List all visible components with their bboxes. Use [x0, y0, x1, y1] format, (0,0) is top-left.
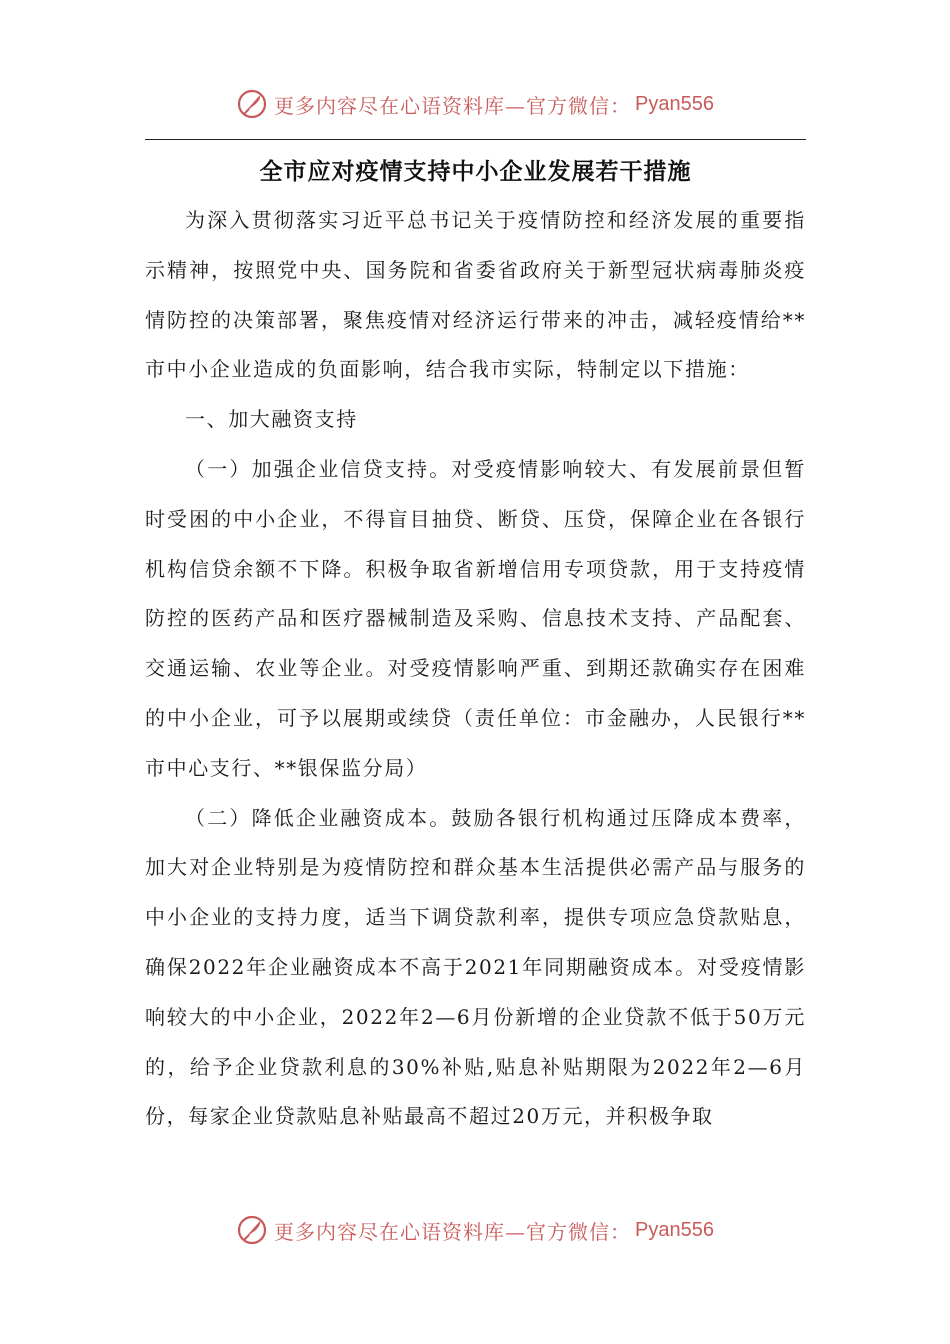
quill-logo-icon	[236, 1214, 268, 1246]
paragraph-item-2: （二）降低企业融资成本。鼓励各银行机构通过压降成本费率，加大对企业特别是为疫情防控和群众基本生活提供必需产品与服务的中小企业的支持力度，适当下调贷款利率，提供专项应急贷款贴息，确保2022年企业融资成本不高于2021年同期融资成本。对受疫情影响较大的中小企业，2022年2—6月份新增的企业贷款不低于50万元的，给予企业贷款利息的30%补贴,贴息补贴期限为2022年2—6月份，每家企业贷款贴息补贴最高不超过20万元，并积极争取	[145, 805, 806, 1129]
paragraph-intro: 为深入贯彻落实习近平总书记关于疫情防控和经济发展的重要指示精神，按照党中央、国务院和省委省政府关于新型冠状病毒肺炎疫情防控的决策部署，聚焦疫情对经济运行带来的冲击，减轻疫情给**市中小企业造成的负面影响，结合我市实际，特制定以下措施：	[145, 208, 806, 382]
header-divider	[145, 139, 806, 140]
watermark-wechat-id: Pyan556	[635, 1218, 714, 1241]
watermark-banner-bottom	[0, 1210, 950, 1250]
document-title: 全市应对疫情支持中小企业发展若干措施	[259, 158, 692, 185]
document-body	[145, 196, 806, 1142]
paragraph-item-1: （一）加强企业信贷支持。对受疫情影响较大、有发展前景但暂时受困的中小企业，不得盲目抽贷、断贷、压贷，保障企业在各银行机构信贷余额不下降。积极争取省新增信用专项贷款，用于支持疫情防控的医药产品和医疗器械制造及采购、信息技术支持、产品配套、交通运输、农业等企业。对受疫情影响严重、到期还款确实存在困难的中小企业，可予以展期或续贷（责任单位：市金融办，人民银行**市中心支行、**银保监分局）	[145, 456, 806, 780]
watermark-text: 更多内容尽在心语资料库—官方微信：	[274, 1219, 632, 1244]
watermark-text: 更多内容尽在心语资料库—官方微信：	[274, 93, 632, 118]
watermark-banner-top	[0, 84, 950, 124]
watermark-wechat-id: Pyan556	[635, 92, 714, 115]
section-heading: 一、加大融资支持	[185, 407, 358, 432]
quill-logo-icon	[236, 88, 268, 120]
